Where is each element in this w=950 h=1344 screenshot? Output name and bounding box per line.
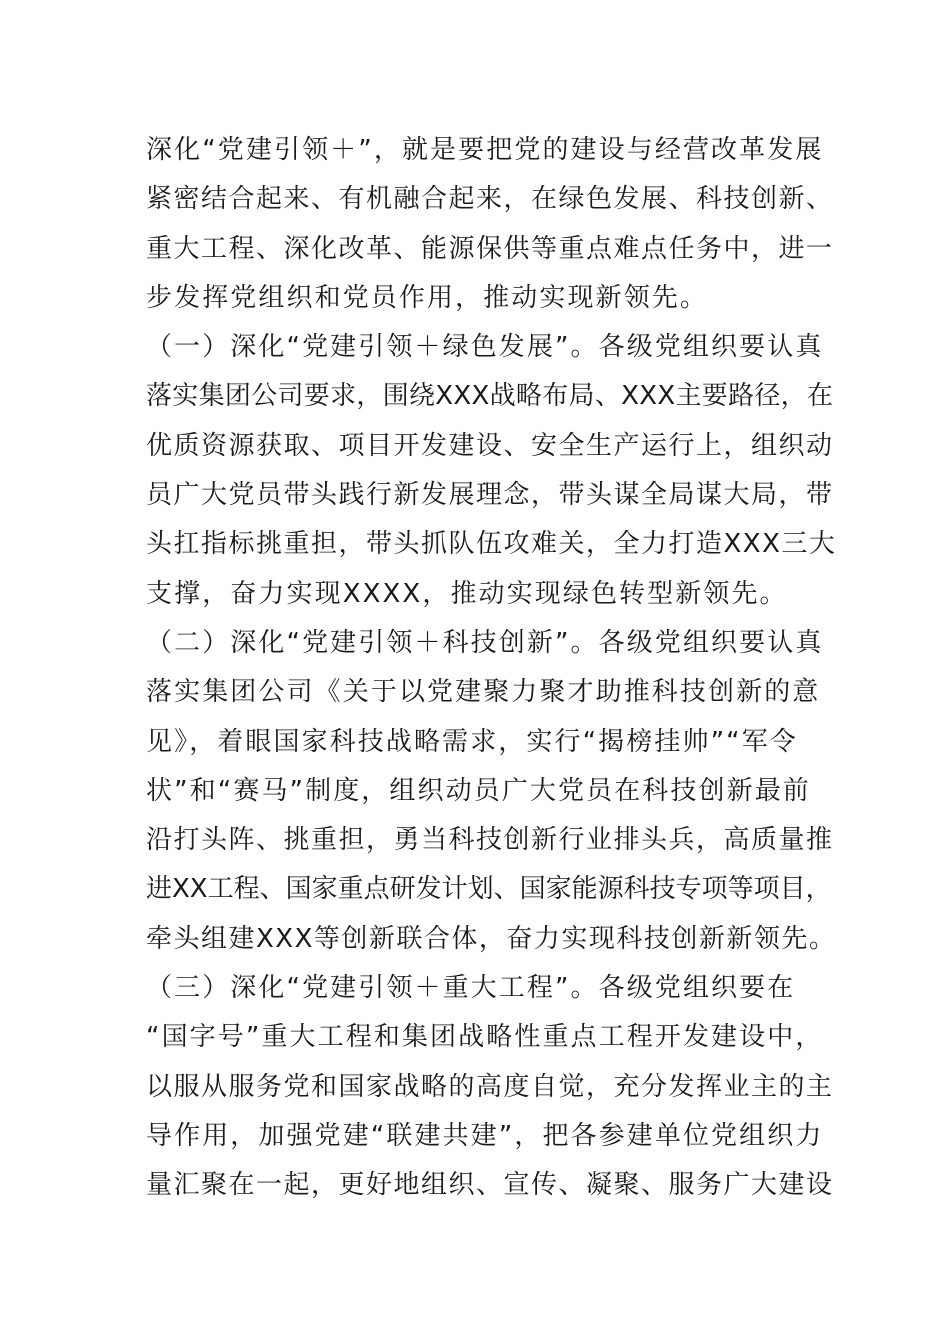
text-line-17: 牵头组建XXX等创新联合体，奋力实现科技创新新领先。 [146,923,837,954]
section-2-heading-line: （二）深化“党建引领＋科技创新”。各级党组织要认真 [146,627,824,658]
text-line-4: 步发挥党组织和党员作用，推动实现新领先。 [146,282,709,313]
text-line-21: 导作用，加强党建“联建共建”，把各参建单位党组织力 [146,1120,824,1151]
text-line-12: 落实集团公司《关于以党建聚力聚才助推科技创新的意 [146,677,821,708]
text-line-7: 优质资源获取、项目开发建设、安全生产运行上，组织动 [146,430,834,461]
text-line-9: 头扛指标挑重担，带头抓队伍攻难关，全力打造XXX三大 [146,529,837,560]
section-3-heading-line: （三）深化“党建引领＋重大工程”。各级党组织要在 [146,973,796,1004]
text-line-14: 状”和“赛马”制度，组织动员广大党员在科技创新最前 [146,775,811,806]
text-line-3: 重大工程、深化改革、能源保供等重点难点任务中，进一 [146,233,834,264]
text-line-22: 量汇聚在一起，更好地组织、宣传、凝聚、服务广大建设 [146,1170,834,1201]
text-line-13: 见》，着眼国家科技战略需求，实行“揭榜挂帅”“军令 [146,726,798,757]
text-line-20: 以服从服务党和国家战略的高度自觉，充分发挥业主的主 [146,1071,834,1102]
text-line-2: 紧密结合起来、有机融合起来，在绿色发展、科技创新、 [146,184,834,215]
body-text [146,126,837,1211]
text-line-15: 沿打头阵、挑重担，勇当科技创新行业排头兵，高质量推 [146,825,834,856]
text-line-10: 支撑，奋力实现XXXX，推动实现绿色转型新领先。 [146,578,788,609]
text-line-19: “国字号”重大工程和集团战略性重点工程开发建设中， [146,1022,824,1053]
text-line-6: 落实集团公司要求，围绕XXX战略布局、XXX主要路径，在 [146,381,834,412]
section-1-heading-line: （一）深化“党建引领＋绿色发展”。各级党组织要认真 [146,332,824,363]
text-line-1: 深化“党建引领＋”，就是要把党的建设与经营改革发展 [146,135,824,165]
text-line-16: 进XX工程、国家重点研发计划、国家能源科技专项等项目， [146,874,832,905]
text-line-8: 员广大党员带头践行新发展理念，带头谋全局谋大局，带 [146,480,834,511]
